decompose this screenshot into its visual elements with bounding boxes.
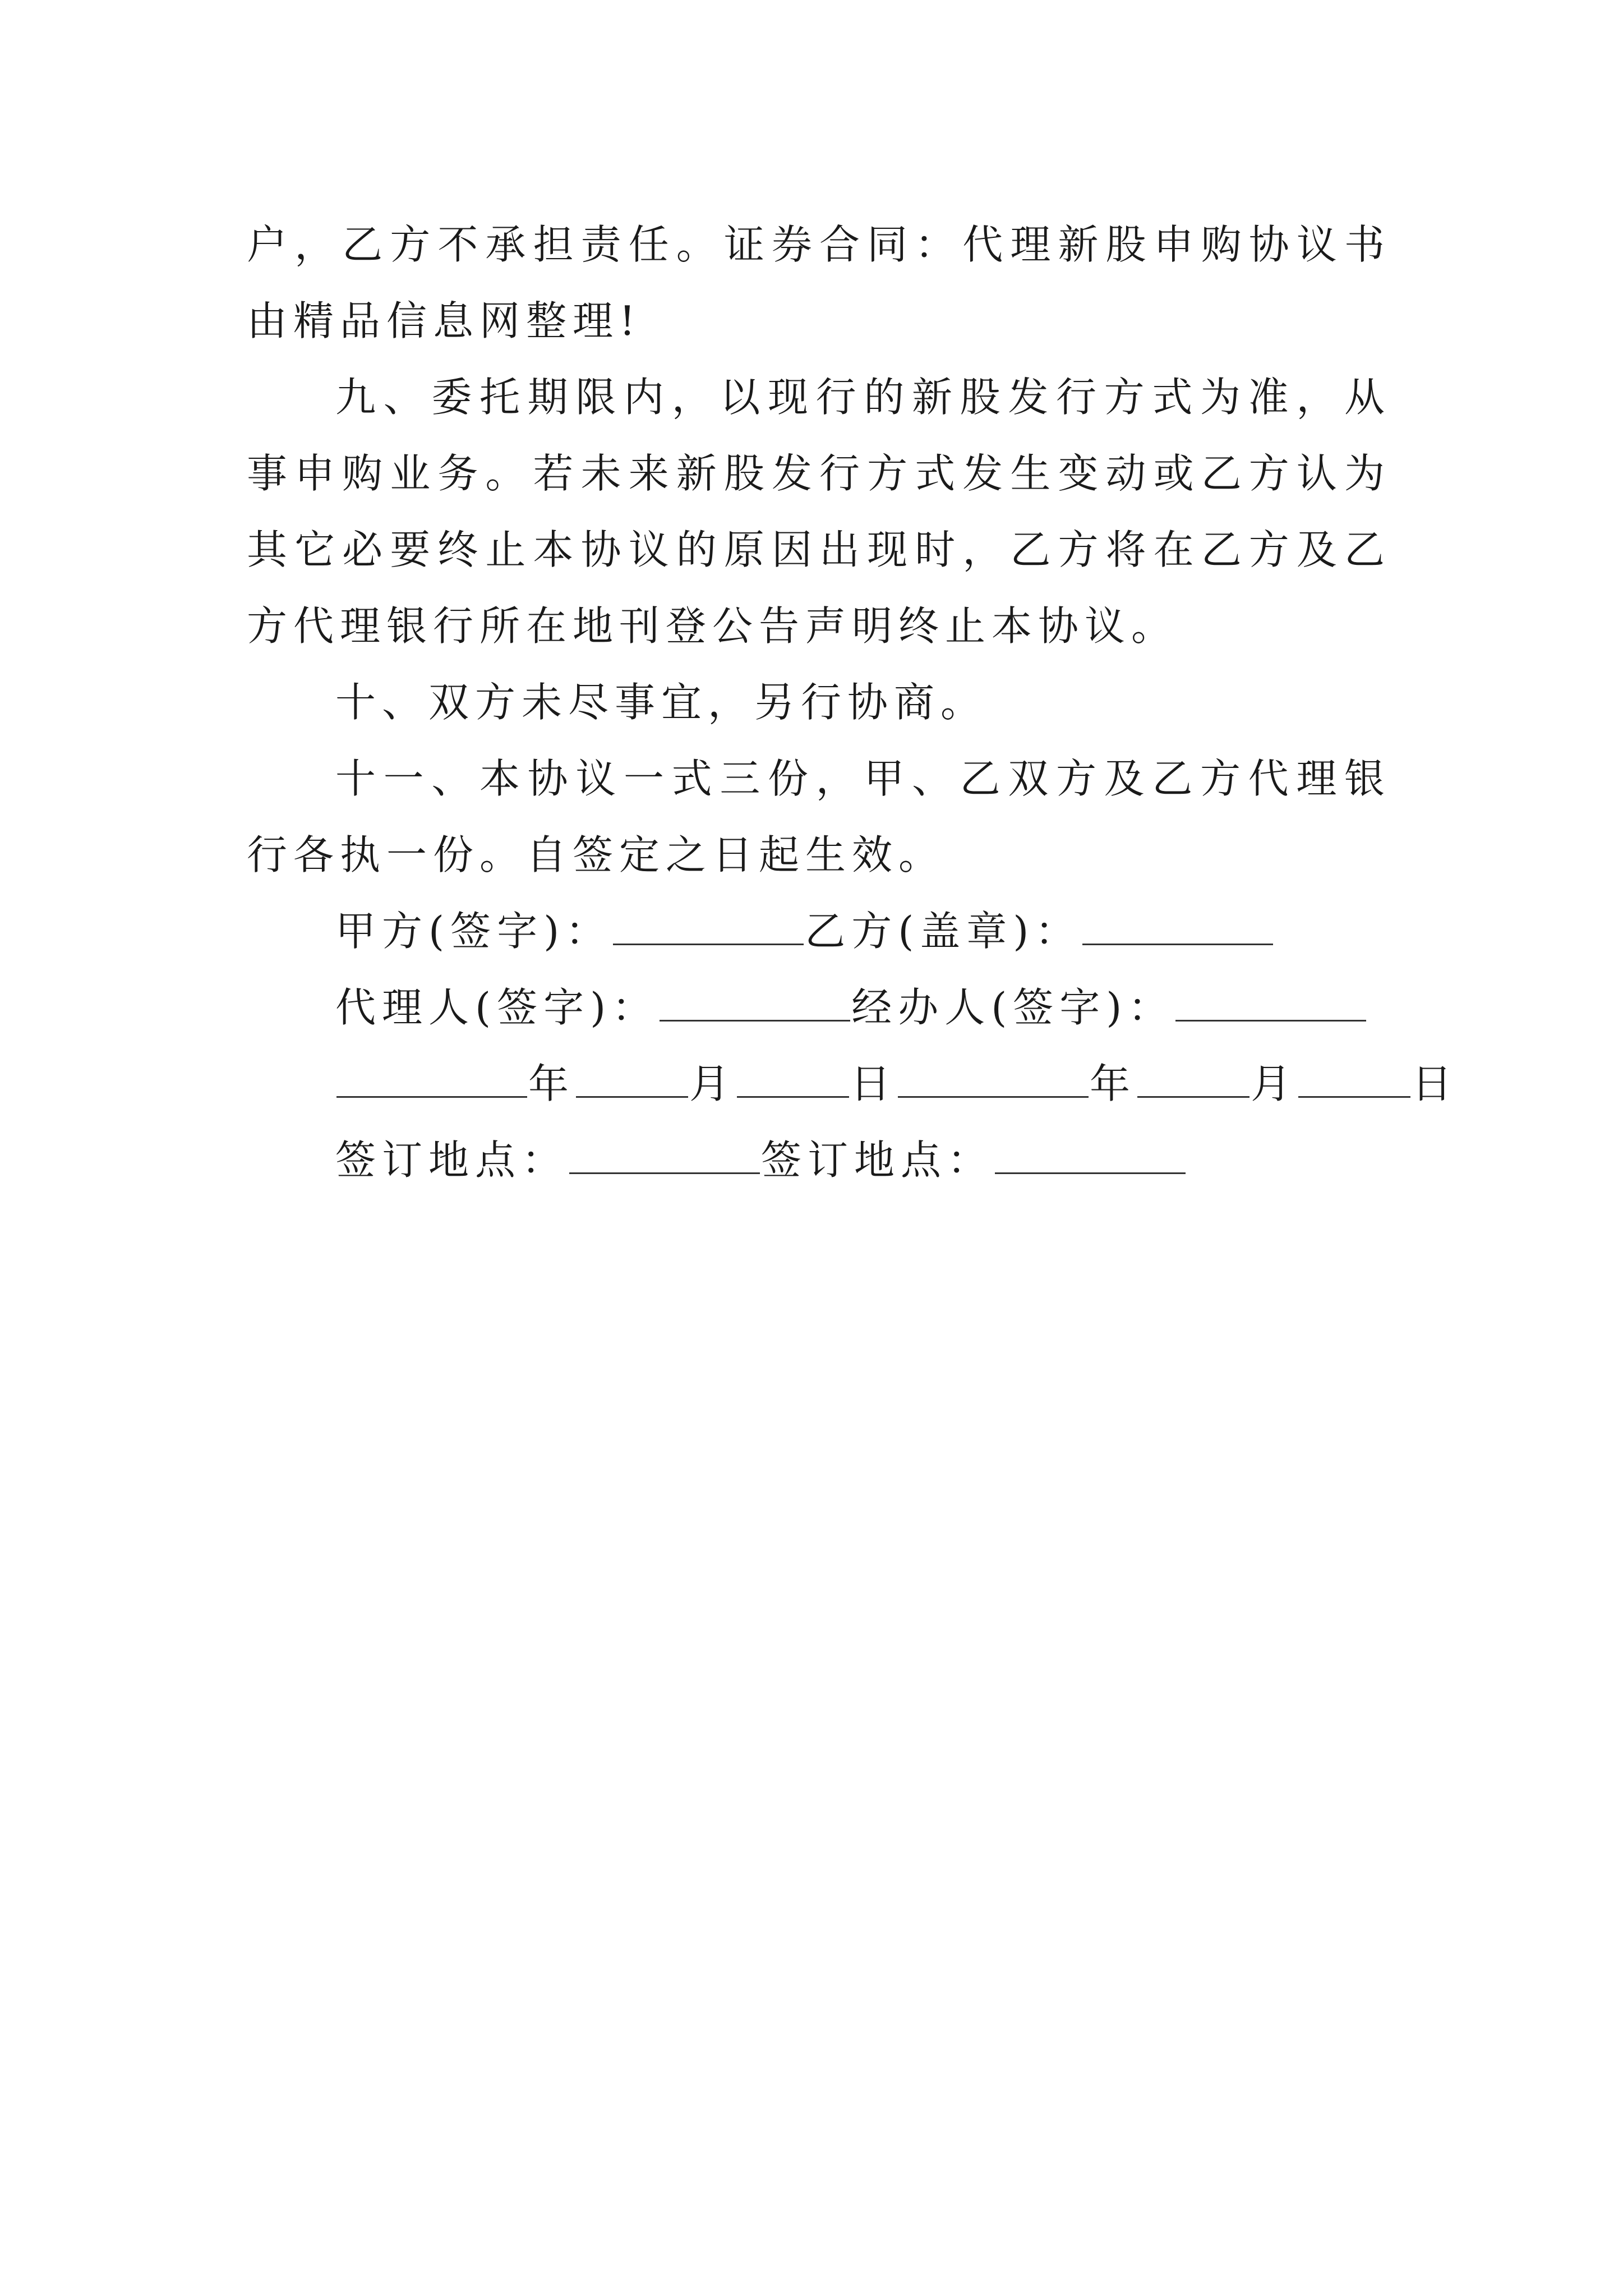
signature-line-dates xyxy=(247,1046,1459,1122)
place-a-label: 签订地点： xyxy=(335,1137,569,1184)
date-b-month-blank xyxy=(1137,1057,1249,1098)
date-b-year: 年 xyxy=(1090,1060,1137,1107)
signature-line-agents xyxy=(247,969,1391,1046)
date-a-month: 月 xyxy=(689,1060,736,1107)
paragraph-clause-9: 九、委托期限内，以现行的新股发行方式为准，从事申购业务。若未来新股发行方式发生变动或乙方认为其它必要终止本协议的原因出现时，乙方将在乙方及乙方代理银行所在地刊登公告声明终止本协议。 xyxy=(247,374,1391,650)
party-b-label: 乙方(盖章)： xyxy=(805,908,1082,955)
handler-blank xyxy=(1175,981,1366,1022)
date-a-year: 年 xyxy=(528,1060,575,1107)
handler-label: 经办人(签字)： xyxy=(851,984,1175,1031)
agent-blank xyxy=(660,981,850,1022)
place-a-blank xyxy=(569,1133,760,1174)
party-a-label: 甲方(签字)： xyxy=(335,908,612,955)
date-a-year-blank xyxy=(336,1057,527,1098)
date-a-day-blank xyxy=(737,1057,849,1098)
date-b-day: 日 xyxy=(1412,1060,1459,1107)
signature-line-places xyxy=(247,1122,1391,1198)
date-b-day-blank xyxy=(1298,1057,1410,1098)
date-b-month: 月 xyxy=(1251,1060,1298,1107)
agent-label: 代理人(签字)： xyxy=(335,984,659,1031)
party-b-blank xyxy=(1082,904,1273,945)
date-b-year-blank xyxy=(898,1057,1089,1098)
paragraph-continuation: 户，乙方不承担责任。证券合同：代理新股申购协议书由精品信息网整理! xyxy=(247,221,1391,344)
paragraph-clause-10: 十、双方未尽事宜，另行协商。 xyxy=(335,679,988,726)
paragraph-clause-11: 十一、本协议一式三份，甲、乙双方及乙方代理银行各执一份。自签定之日起生效。 xyxy=(247,755,1391,878)
signature-line-parties xyxy=(247,893,1391,969)
party-a-blank xyxy=(613,904,804,945)
date-a-month-blank xyxy=(576,1057,688,1098)
place-b-label: 签订地点： xyxy=(761,1137,994,1184)
date-a-day: 日 xyxy=(850,1060,897,1107)
document-body xyxy=(247,206,1459,1198)
place-b-blank xyxy=(995,1133,1186,1174)
